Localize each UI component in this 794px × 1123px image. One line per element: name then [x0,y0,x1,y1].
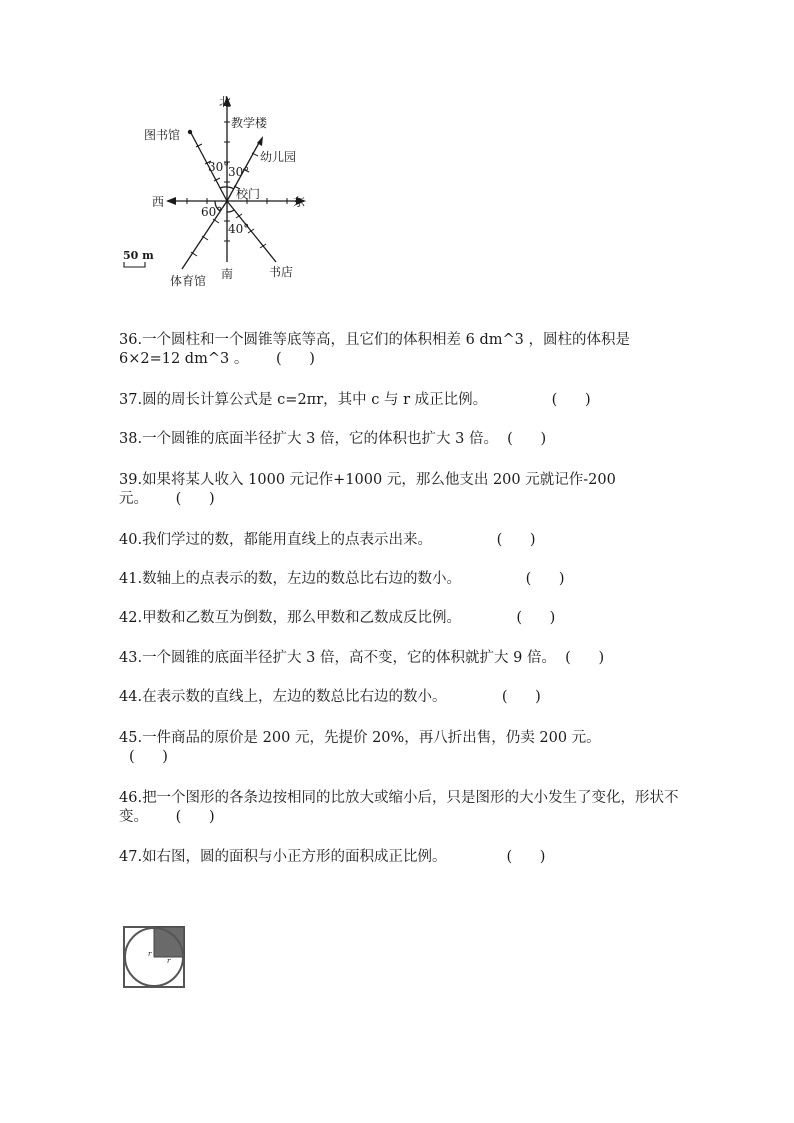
library-point-icon [188,130,192,134]
north-label: 北 [219,95,232,109]
question-text: 在表示数的直线上，左边的数总比右边的数小。 [142,689,447,705]
question-text: 数轴上的点表示的数，左边的数总比右边的数小。 [142,571,462,587]
question-number: 45. [119,730,143,746]
bookstore-label: 书店 [269,265,294,279]
question-text: 圆的周长计算公式是 c=2πr，其中 c 与 r 成正比例。 [142,392,488,408]
answer-blank[interactable]: ( ) [555,650,605,666]
answer-blank[interactable]: ( ) [446,849,546,865]
question-number: 47. [119,849,143,865]
south-label: 南 [221,267,234,281]
question-number: 41. [119,571,143,587]
question-45 [119,729,679,767]
question-number: 44. [119,689,143,705]
teaching-building-label: 教学楼 [231,116,268,130]
angle-library-label: 30° [208,160,230,174]
angle-arc [227,187,234,189]
question-44 [119,688,679,707]
radius-label: r [148,950,152,958]
question-47 [119,848,679,867]
question-36 [119,331,679,369]
scale-bar [124,262,145,267]
west-label: 西 [152,195,165,209]
angle-arc [220,187,227,188]
question-text: 如果将某人收入 1000 元记作+1000 元，那么他支出 200 元就记作-200 元。 [119,472,621,507]
kindergarten-label: 幼儿园 [260,150,297,164]
question-39 [119,471,679,509]
question-text: 甲数和乙数互为倒数，那么甲数和乙数成反比例。 [142,610,462,626]
answer-blank[interactable]: ( ) [461,571,565,587]
question-41 [119,570,679,589]
question-text: 一个圆锥的底面半径扩大 3 倍，高不变，它的体积就扩大 9 倍。 [142,650,556,666]
question-text: 把一个图形的各条边按相同的比放大或缩小后，只是图形的大小发生了变化，形状不变。 [119,790,679,825]
angle-kindergarten-label: 30° [228,165,250,179]
library-label: 图书馆 [144,128,181,142]
scale-label: 50 m [123,249,154,262]
answer-blank[interactable]: ( ) [432,532,536,548]
answer-blank[interactable]: ( ) [148,809,215,825]
school-gate-label: 校门 [236,187,261,201]
question-number: 37. [119,392,143,408]
question-number: 46. [119,790,143,806]
east-label: 东 [293,195,306,209]
answer-blank[interactable]: ( ) [446,689,541,705]
question-text: 一个圆锥的底面半径扩大 3 倍，它的体积也扩大 3 倍。 [142,431,498,447]
answer-blank[interactable]: ( ) [461,610,556,626]
question-37 [119,391,679,410]
answer-blank[interactable]: ( ) [129,749,168,765]
question-40 [119,531,679,550]
question-number: 39. [119,472,143,488]
question-number: 43. [119,650,143,666]
radius-label: r [167,957,171,965]
answer-blank[interactable]: ( ) [487,392,591,408]
question-text: 一个圆柱和一个圆锥等底等高，且它们的体积相差 6 dm^3 ，圆柱的体积是6×2=12 dm^3 。 [119,332,631,367]
direction-diagram [112,92,312,288]
answer-blank[interactable]: ( ) [248,351,315,367]
question-text: 一件商品的原价是 200 元，先提价 20%，再八折出售，仍卖 200 元。 [142,730,601,746]
question-text: 我们学过的数，都能用直线上的点表示出来。 [142,532,433,548]
angle-gym-label: 60° [201,205,223,219]
circle-square-figure [120,922,192,994]
question-number: 36. [119,332,143,348]
question-38 [119,430,679,449]
question-46 [119,789,679,827]
question-43 [119,649,679,668]
angle-bookstore-label: 40° [228,222,250,236]
answer-blank[interactable]: ( ) [497,431,547,447]
question-text: 如右图，圆的面积与小正方形的面积成正比例。 [142,849,447,865]
question-42 [119,609,679,628]
question-number: 42. [119,610,143,626]
west-arrow-icon [166,197,176,205]
answer-blank[interactable]: ( ) [148,491,215,507]
question-number: 38. [119,431,143,447]
gym-label: 体育馆 [170,274,207,288]
question-number: 40. [119,532,143,548]
angle-arc [227,210,234,212]
